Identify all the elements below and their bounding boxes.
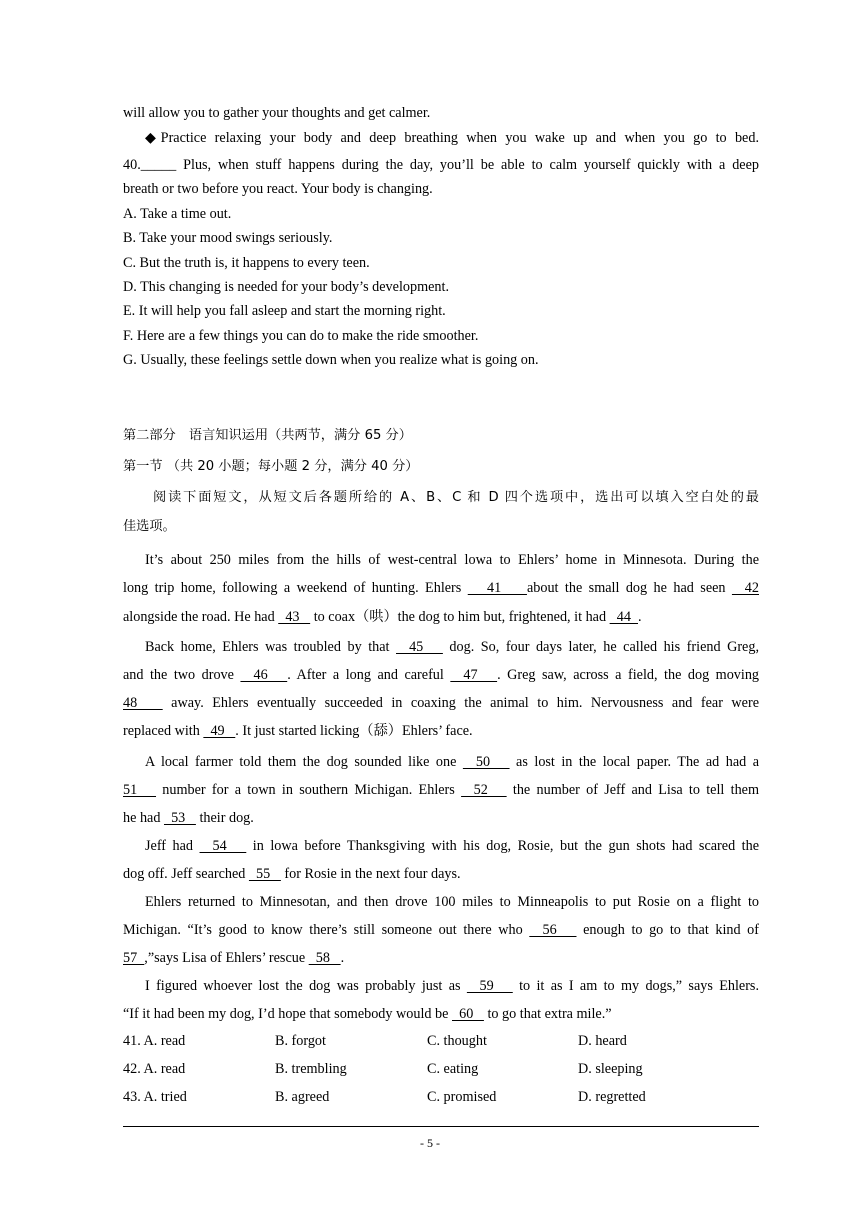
passage-line: dog off. Jeff searched 55 for Rosie in the next four days. bbox=[123, 866, 461, 882]
choice-c: C. eating bbox=[427, 1061, 479, 1077]
passage-line: and the two drove 46 . After a long and careful 47 . Greg saw, across a field, the dog moving bbox=[123, 667, 760, 683]
passage-line: I figured whoever lost the dog was probably just as 59 to it as I am to my dogs,” says Ehlers. bbox=[145, 978, 759, 994]
blank-43: 43 bbox=[278, 609, 311, 625]
choice-a: 43. A. tried bbox=[123, 1089, 187, 1105]
option-e: E. It will help you fall asleep and start the morning right. bbox=[123, 303, 446, 319]
blank-56: 56 bbox=[529, 922, 577, 938]
blank-44: 44 bbox=[609, 609, 638, 625]
part-heading: 第二部分 语言知识运用（共两节，满分 65 分） bbox=[123, 428, 412, 443]
blank-49: 49 bbox=[203, 723, 236, 739]
choice-d: D. sleeping bbox=[578, 1061, 643, 1077]
option-f: F. Here are a few things you can do to make the ride smoother. bbox=[123, 328, 479, 344]
passage-line: 57 ,”says Lisa of Ehlers’ rescue 58 . bbox=[123, 950, 345, 966]
section-heading: 第一节 （共 20 小题；每小题 2 分，满分 40 分） bbox=[123, 459, 419, 474]
passage-line: “If it had been my dog, I’d hope that somebody would be 60 to go that extra mile.” bbox=[123, 1006, 612, 1022]
blank-55: 55 bbox=[248, 866, 281, 882]
passage-line: 48 away. Ehlers eventually succeeded in coaxing the animal to him. Nervousness and fear were bbox=[123, 695, 759, 711]
blank-51: 51 bbox=[123, 782, 157, 798]
text-line: ◆Practice relaxing your body and deep breathing when you wake up and when you go to bed. bbox=[145, 130, 759, 146]
choice-c: C. promised bbox=[427, 1089, 497, 1105]
option-d: D. This changing is needed for your body’s development. bbox=[123, 279, 449, 295]
option-b: B. Take your mood swings seriously. bbox=[123, 230, 333, 246]
instruction-text: 阅读下面短文，从短文后各题所给的 A、B、C 和 D 四个选项中，选出可以填入空白处的最 bbox=[153, 490, 759, 505]
passage-line: Back home, Ehlers was troubled by that 45 dog. So, four days later, he called his friend Greg, bbox=[145, 639, 759, 655]
text-line: breath or two before you react. Your body is changing. bbox=[123, 181, 433, 197]
option-a: A. Take a time out. bbox=[123, 206, 232, 222]
passage-line: A local farmer told them the dog sounded like one 50 as lost in the local paper. The ad had a bbox=[145, 754, 760, 770]
text-line: 40._____ Plus, when stuff happens during the day, you’ll be able to calm yourself quickly with a deep bbox=[123, 157, 759, 173]
passage-line: Michigan. “It’s good to know there’s still someone out there who 56 enough to go to that kind of bbox=[123, 922, 759, 938]
blank-59: 59 bbox=[466, 978, 513, 994]
blank-48: 48 bbox=[123, 695, 163, 711]
blank-47: 47 bbox=[450, 667, 498, 683]
passage-line: long trip home, following a weekend of hunting. Ehlers 41 about the small dog he had seen 42 bbox=[123, 580, 759, 596]
choice-b: B. forgot bbox=[275, 1033, 326, 1049]
passage-line: replaced with 49 . It just started licking（舔）Ehlers’ face. bbox=[123, 723, 473, 739]
passage-line: Ehlers returned to Minnesotan, and then drove 100 miles to Minneapolis to put Rosie on a flight to bbox=[145, 894, 759, 910]
option-g: G. Usually, these feelings settle down when you realize what is going on. bbox=[123, 352, 539, 368]
passage-line: alongside the road. He had 43 to coax（哄）the dog to him but, frightened, it had 44 . bbox=[123, 609, 642, 625]
blank-58: 58 bbox=[308, 950, 341, 966]
blank-54: 54 bbox=[199, 838, 247, 854]
option-c: C. But the truth is, it happens to every teen. bbox=[123, 255, 370, 271]
blank-53: 53 bbox=[163, 810, 196, 826]
choice-c: C. thought bbox=[427, 1033, 487, 1049]
choice-d: D. regretted bbox=[578, 1089, 646, 1105]
instruction-text: 佳选项。 bbox=[123, 519, 176, 534]
blank-42: 42 bbox=[731, 580, 759, 596]
passage-line: he had 53 their dog. bbox=[123, 810, 254, 826]
passage-line: 51 number for a town in southern Michigan. Ehlers 52 the number of Jeff and Lisa to tell them bbox=[123, 782, 760, 798]
passage-line: It’s about 250 miles from the hills of west-central lowa to Ehlers’ home in Minnesota. During the bbox=[145, 552, 759, 568]
page-number: - 5 - bbox=[420, 1136, 440, 1150]
footer-divider bbox=[123, 1126, 759, 1127]
passage-line: Jeff had 54 in lowa before Thanksgiving with his dog, Rosie, but the gun shots had scared the bbox=[145, 838, 760, 854]
blank-52: 52 bbox=[461, 782, 507, 798]
text-line: will allow you to gather your thoughts and get calmer. bbox=[123, 105, 431, 121]
choice-d: D. heard bbox=[578, 1033, 627, 1049]
choice-a: 42. A. read bbox=[123, 1061, 186, 1077]
choice-b: B. agreed bbox=[275, 1089, 330, 1105]
choice-b: B. trembling bbox=[275, 1061, 347, 1077]
choice-a: 41. A. read bbox=[123, 1033, 186, 1049]
blank-57: 57 bbox=[123, 950, 145, 966]
blank-41: 41 bbox=[467, 580, 527, 596]
blank-46: 46 bbox=[240, 667, 288, 683]
blank-45: 45 bbox=[396, 639, 443, 655]
blank-60: 60 bbox=[452, 1006, 484, 1022]
blank-50: 50 bbox=[462, 754, 510, 770]
